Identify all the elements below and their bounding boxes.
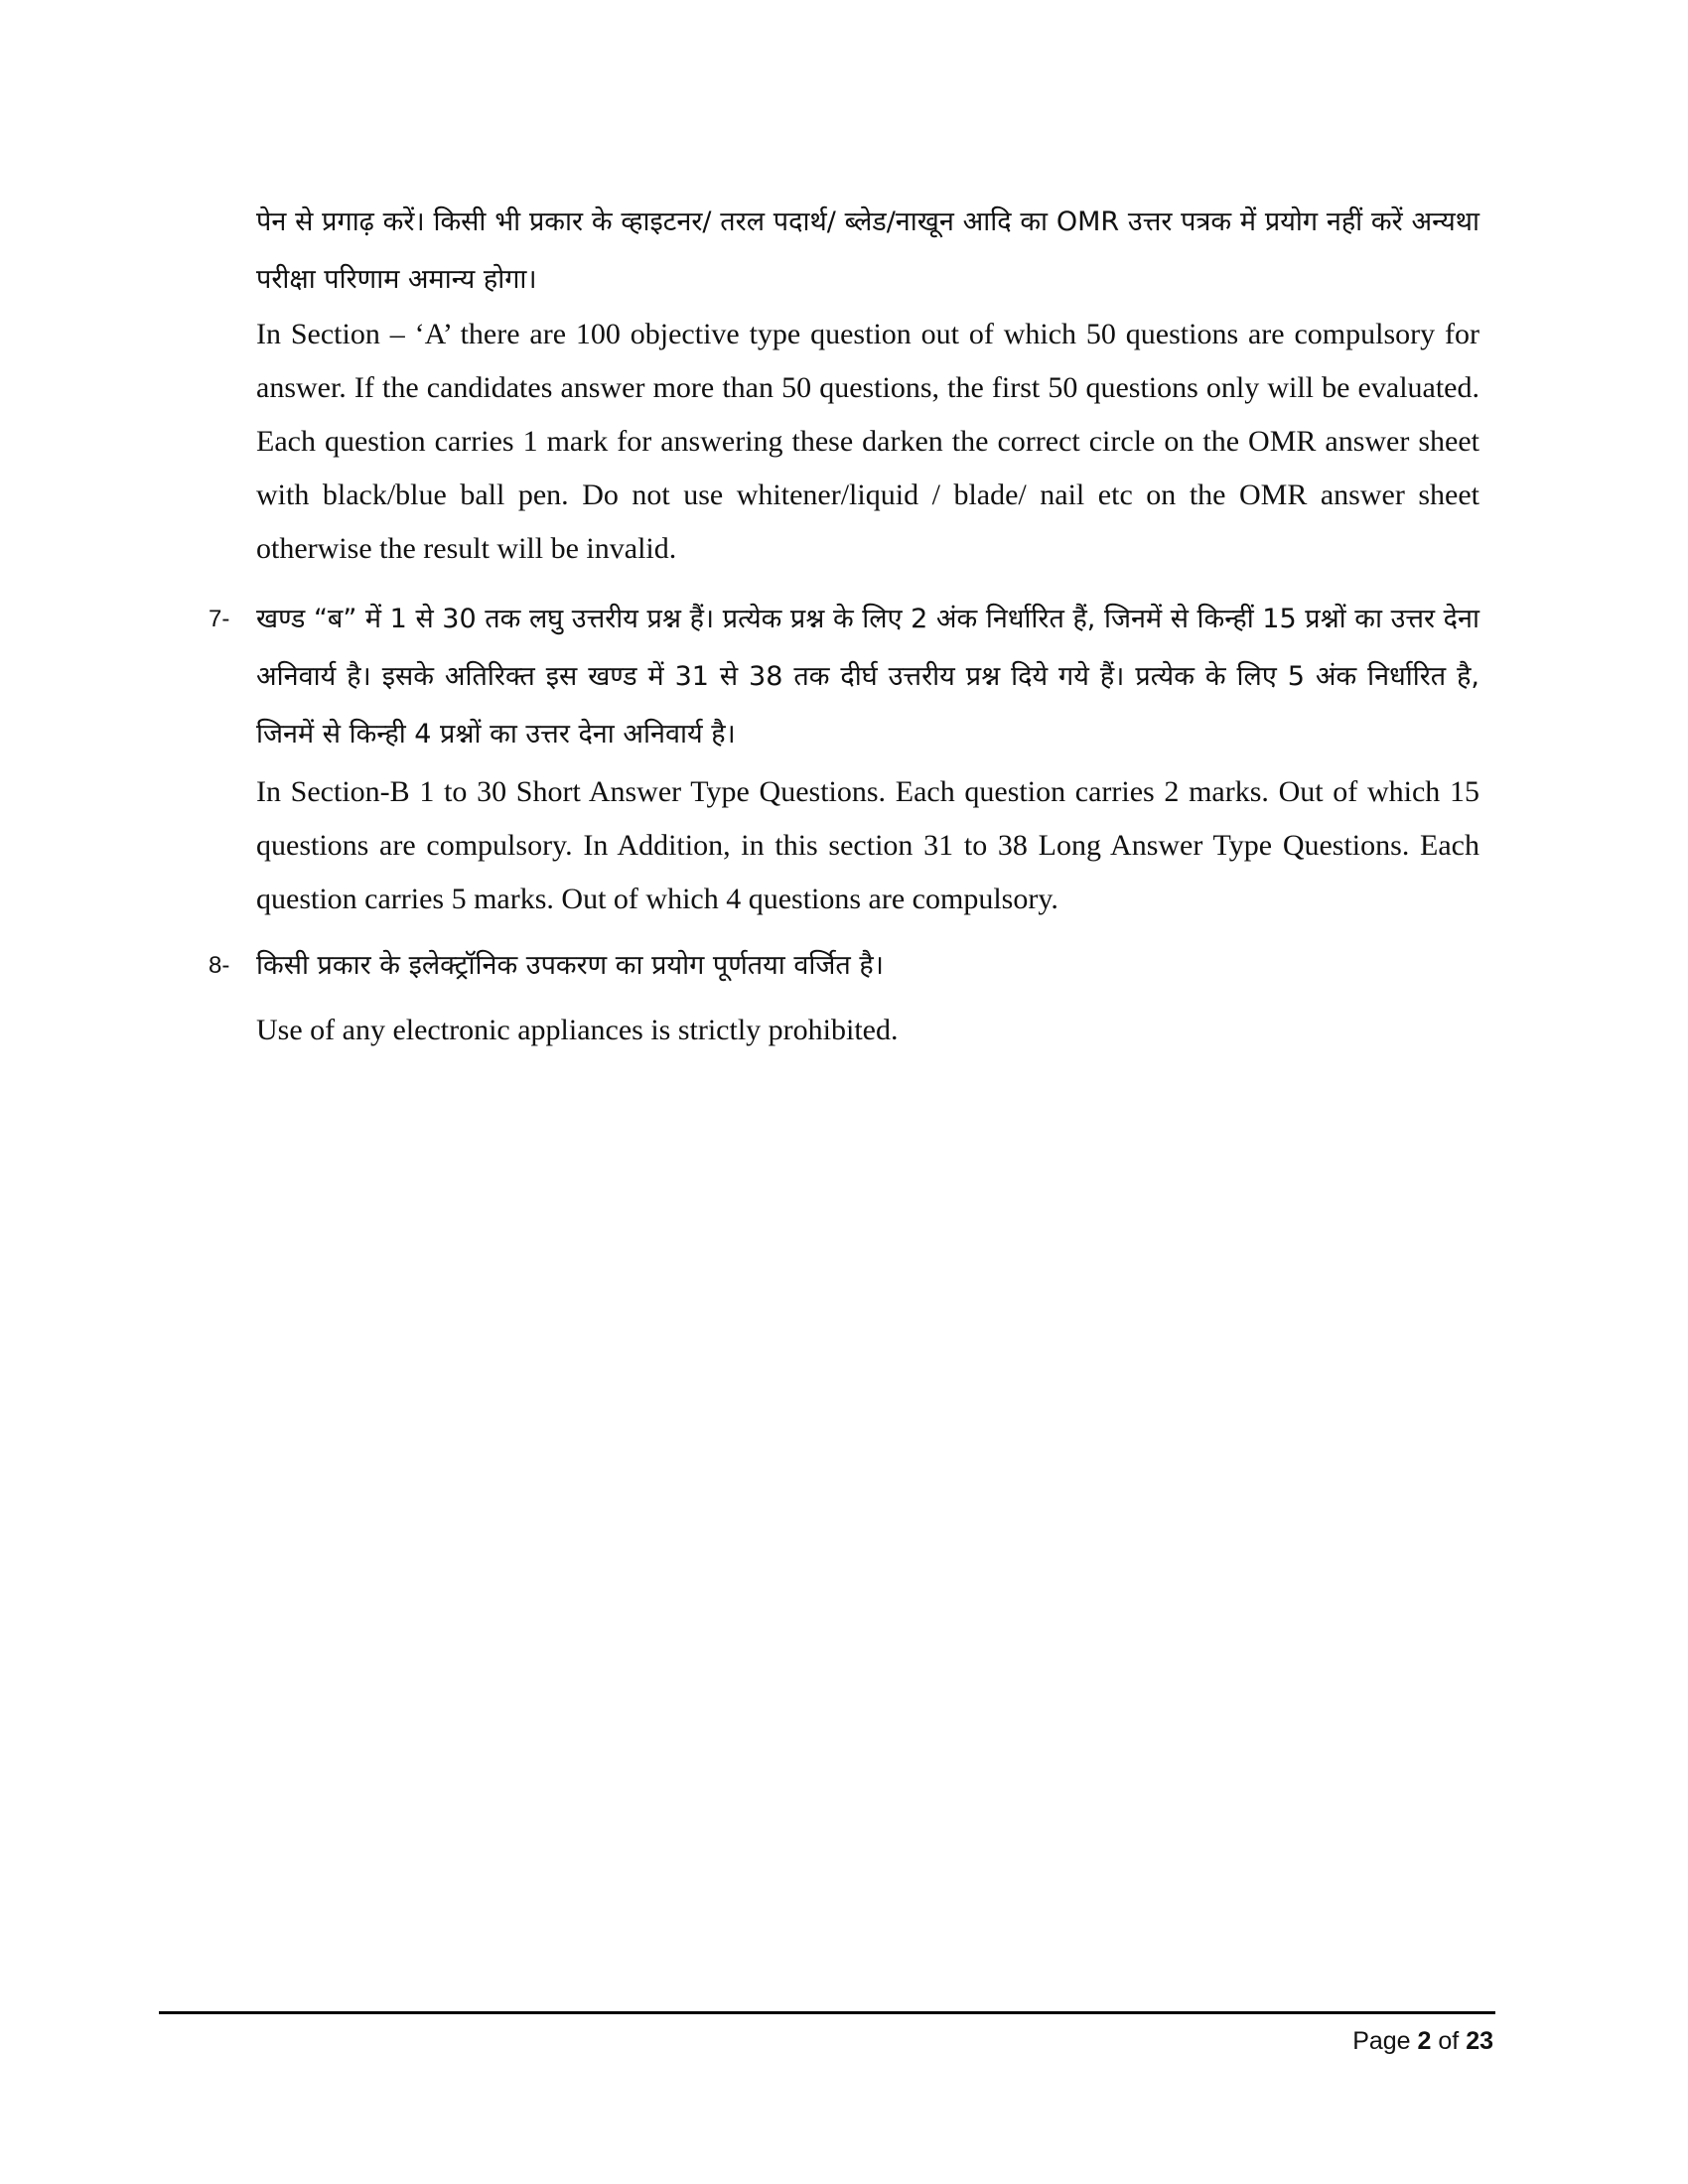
page-current: 2 xyxy=(1417,2027,1432,2055)
item7-number: 7- xyxy=(209,606,230,632)
item8-hindi-text: किसी प्रकार के इलेक्ट्रॉनिक उपकरण का प्रयोग पूर्णतया वर्जित है। xyxy=(256,950,884,981)
footer-rule xyxy=(159,2011,1495,2014)
page-total: 23 xyxy=(1466,2027,1493,2055)
item8-number: 8- xyxy=(209,952,230,979)
item7-hindi-text: खण्ड “ब” में 1 से 30 तक लघु उत्तरीय प्रश्न हैं। प्रत्येक प्रश्न के लिए 2 अंक निर्धारित हैं, जिनमें से किन्हीं 15 प्रश्नों का उत्तर देना अनिवार्य है। इसके अतिरिक्त इस खण्ड में 31 से 38 तक दीर्घ उत्तरीय प्रश्न दिये गये हैं। प्रत्येक के लिए 5 अंक निर्धारित है, जिनमें से किन्ही 4 प्रश्नों का उत्तर देना अनिवार्य है। xyxy=(256,604,1479,750)
item8-english-text: Use of any electronic appliances is strictly prohibited. xyxy=(256,1014,899,1046)
item6-english-text: In Section – ‘A’ there are 100 objective type question out of which 50 questions are compulsory for answer. If the candidates answer more than 50 questions, the first 50 questions only will be evaluated. Each question carries 1 mark for answering these darken the correct circle on the OMR answer sheet with black/blue ball pen. Do not use whitener/liquid / blade/ nail etc on the OMR answer sheet otherwise the result will be invalid. xyxy=(256,318,1479,565)
item6-hindi-text: पेन से प्रगाढ़ करें। किसी भी प्रकार के व्हाइटनर/ तरल पदार्थ/ ब्लेड/नाखून आदि का OMR उत्तर पत्रक में प्रयोग नहीं करें अन्यथा परीक्षा परिणाम अमान्य होगा। xyxy=(256,206,1479,295)
page-prefix: Page xyxy=(1352,2027,1418,2055)
page-number xyxy=(1352,2027,1493,2056)
item7-english-text: In Section-B 1 to 30 Short Answer Type Questions. Each question carries 2 marks. Out of which 15 questions are compulsory. In Addition, in this section 31 to 38 Long Answer Type Questions. Each question carries 5 marks. Out of which 4 questions are compulsory. xyxy=(256,775,1479,915)
page-of: of xyxy=(1431,2027,1467,2055)
